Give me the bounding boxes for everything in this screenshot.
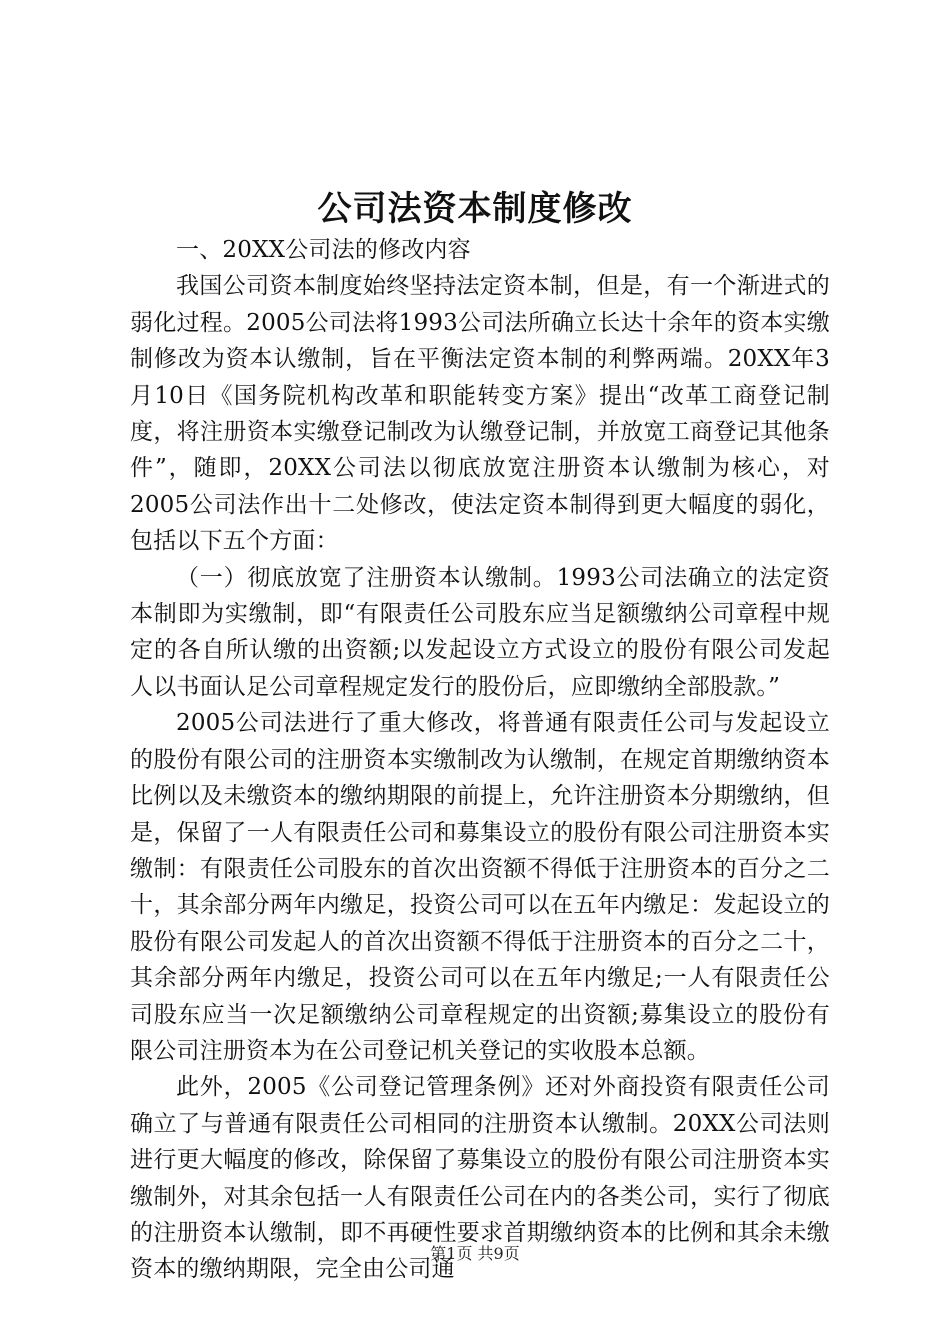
document-title: 公司法资本制度修改 [317, 189, 633, 229]
paragraph: （一）彻底放宽了注册资本认缴制。1993公司法确立的法定资本制即为实缴制，即“有限责任公司股东应当足额缴纳公司章程中规定的各自所认缴的出资额;以发起设立方式设立的股份有限公司发起人以书面认足公司章程规定发行的股份后，应即缴纳全部股款。” [130, 564, 830, 700]
paragraph: 我国公司资本制度始终坚持法定资本制，但是，有一个渐进式的弱化过程。2005公司法将1993公司法所确立长达十余年的资本实缴制修改为资本认缴制，旨在平衡法定资本制的利弊两端。20XX年3月10日《国务院机构改革和职能转变方案》提出“改革工商登记制度，将注册资本实缴登记制改为认缴登记制，并放宽工商登记其他条件”，随即，20XX公司法以彻底放宽注册资本认缴制为核心，对2005公司法作出十二处修改，使法定资本制得到更大幅度的弱化，包括以下五个方面： [130, 273, 830, 555]
page-number-footer: 第1页 共9页 [430, 1244, 520, 1263]
document-body [130, 232, 830, 1288]
paragraph: 此外，2005《公司登记管理条例》还对外商投资有限责任公司确立了与普通有限责任公司相同的注册资本认缴制。20XX公司法则进行更大幅度的修改，除保留了募集设立的股份有限公司注册资本实缴制外，对其余包括一人有限责任公司在内的各类公司，实行了彻底的注册资本认缴制，即不再硬性要求首期缴纳资本的比例和其余未缴资本的缴纳期限，完全由公司通 [130, 1074, 830, 1283]
paragraph: 2005公司法进行了重大修改，将普通有限责任公司与发起设立的股份有限公司的注册资本实缴制改为认缴制，在规定首期缴纳资本比例以及未缴资本的缴纳期限的前提上，允许注册资本分期缴纳，但是，保留了一人有限责任公司和募集设立的股份有限公司注册资本实缴制：有限责任公司股东的首次出资额不得低于注册资本的百分之二十，其余部分两年内缴足，投资公司可以在五年内缴足：发起设立的股份有限公司发起人的首次出资额不得低于注册资本的百分之二十，其余部分两年内缴足，投资公司可以在五年内缴足;一人有限责任公司股东应当一次足额缴纳公司章程规定的出资额;募集设立的股份有限公司注册资本为在公司登记机关登记的实收股本总额。 [130, 710, 830, 1064]
section-heading: 一、20XX公司法的修改内容 [176, 237, 471, 263]
